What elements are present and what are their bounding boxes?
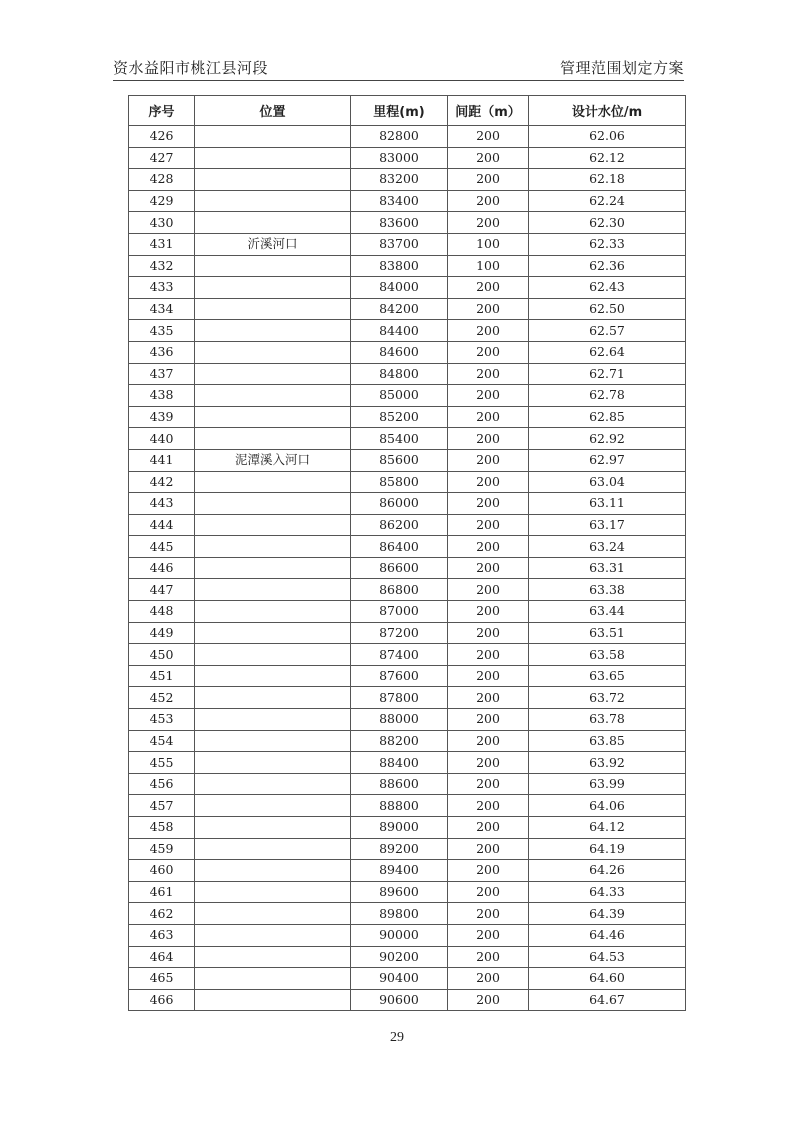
cell-design-water-level: 64.06 <box>529 795 686 817</box>
page-header <box>113 56 684 81</box>
column-header-index: 序号 <box>129 96 195 126</box>
cell-mileage: 84600 <box>351 341 448 363</box>
cell-location <box>195 773 351 795</box>
table-row <box>129 946 686 968</box>
cell-location <box>195 709 351 731</box>
table-row <box>129 687 686 709</box>
cell-index: 438 <box>129 385 195 407</box>
table-row <box>129 752 686 774</box>
cell-spacing: 200 <box>448 320 529 342</box>
cell-location <box>195 277 351 299</box>
cell-spacing: 200 <box>448 730 529 752</box>
cell-spacing: 200 <box>448 341 529 363</box>
cell-location <box>195 126 351 148</box>
page-number: 29 <box>390 1030 404 1045</box>
cell-index: 461 <box>129 881 195 903</box>
cell-mileage: 83000 <box>351 147 448 169</box>
cell-location <box>195 817 351 839</box>
table-row <box>129 622 686 644</box>
cell-location <box>195 385 351 407</box>
cell-location <box>195 557 351 579</box>
cell-location <box>195 320 351 342</box>
cell-spacing: 200 <box>448 514 529 536</box>
cell-location <box>195 190 351 212</box>
cell-location <box>195 363 351 385</box>
cell-index: 450 <box>129 644 195 666</box>
cell-location: 泥潭溪入河口 <box>195 449 351 471</box>
cell-mileage: 83800 <box>351 255 448 277</box>
cell-location <box>195 536 351 558</box>
cell-index: 463 <box>129 924 195 946</box>
cell-spacing: 200 <box>448 989 529 1011</box>
cell-index: 439 <box>129 406 195 428</box>
cell-index: 447 <box>129 579 195 601</box>
cell-location <box>195 903 351 925</box>
cell-spacing: 200 <box>448 968 529 990</box>
cell-design-water-level: 62.18 <box>529 169 686 191</box>
cell-location <box>195 493 351 515</box>
cell-design-water-level: 62.71 <box>529 363 686 385</box>
cell-design-water-level: 63.92 <box>529 752 686 774</box>
cell-mileage: 88800 <box>351 795 448 817</box>
cell-design-water-level: 64.60 <box>529 968 686 990</box>
table-row <box>129 665 686 687</box>
cell-mileage: 84800 <box>351 363 448 385</box>
cell-mileage: 86400 <box>351 536 448 558</box>
table-row <box>129 795 686 817</box>
table-body <box>129 126 686 1011</box>
column-header-spacing: 间距（m） <box>448 96 529 126</box>
cell-spacing: 200 <box>448 428 529 450</box>
table-row <box>129 406 686 428</box>
column-header-mileage: 里程(m) <box>351 96 448 126</box>
cell-spacing: 200 <box>448 385 529 407</box>
cell-spacing: 200 <box>448 557 529 579</box>
cell-spacing: 200 <box>448 277 529 299</box>
cell-mileage: 86800 <box>351 579 448 601</box>
cell-index: 458 <box>129 817 195 839</box>
table-row <box>129 363 686 385</box>
cell-design-water-level: 62.78 <box>529 385 686 407</box>
header-left-title: 资水益阳市桃江县河段 <box>113 59 269 77</box>
cell-spacing: 200 <box>448 773 529 795</box>
cell-index: 431 <box>129 233 195 255</box>
table-row <box>129 341 686 363</box>
cell-index: 459 <box>129 838 195 860</box>
cell-mileage: 89800 <box>351 903 448 925</box>
cell-design-water-level: 62.43 <box>529 277 686 299</box>
cell-index: 465 <box>129 968 195 990</box>
cell-mileage: 84200 <box>351 298 448 320</box>
cell-mileage: 89200 <box>351 838 448 860</box>
table-row <box>129 449 686 471</box>
cell-design-water-level: 63.85 <box>529 730 686 752</box>
cell-mileage: 88200 <box>351 730 448 752</box>
cell-design-water-level: 63.24 <box>529 536 686 558</box>
cell-location <box>195 601 351 623</box>
cell-mileage: 86200 <box>351 514 448 536</box>
cell-index: 466 <box>129 989 195 1011</box>
cell-mileage: 83600 <box>351 212 448 234</box>
cell-mileage: 87400 <box>351 644 448 666</box>
cell-location <box>195 989 351 1011</box>
cell-spacing: 200 <box>448 601 529 623</box>
cell-location <box>195 428 351 450</box>
cell-design-water-level: 62.92 <box>529 428 686 450</box>
table-row <box>129 428 686 450</box>
cell-mileage: 84000 <box>351 277 448 299</box>
table-row <box>129 924 686 946</box>
cell-index: 436 <box>129 341 195 363</box>
table-row <box>129 730 686 752</box>
cell-index: 449 <box>129 622 195 644</box>
cell-mileage: 85200 <box>351 406 448 428</box>
cell-design-water-level: 64.67 <box>529 989 686 1011</box>
table-row <box>129 989 686 1011</box>
cell-spacing: 200 <box>448 190 529 212</box>
cell-location <box>195 212 351 234</box>
cell-design-water-level: 63.99 <box>529 773 686 795</box>
cell-location <box>195 579 351 601</box>
cell-location <box>195 946 351 968</box>
cell-mileage: 85000 <box>351 385 448 407</box>
table-row <box>129 126 686 148</box>
cell-index: 434 <box>129 298 195 320</box>
table-row <box>129 838 686 860</box>
cell-index: 441 <box>129 449 195 471</box>
cell-spacing: 200 <box>448 860 529 882</box>
cell-mileage: 83400 <box>351 190 448 212</box>
table-row <box>129 601 686 623</box>
table-row <box>129 709 686 731</box>
cell-mileage: 89000 <box>351 817 448 839</box>
table-row <box>129 169 686 191</box>
cell-location: 沂溪河口 <box>195 233 351 255</box>
cell-design-water-level: 63.11 <box>529 493 686 515</box>
cell-mileage: 84400 <box>351 320 448 342</box>
cell-design-water-level: 62.24 <box>529 190 686 212</box>
cell-mileage: 88400 <box>351 752 448 774</box>
cell-spacing: 200 <box>448 298 529 320</box>
cell-spacing: 200 <box>448 493 529 515</box>
table-row <box>129 817 686 839</box>
cell-index: 432 <box>129 255 195 277</box>
cell-index: 435 <box>129 320 195 342</box>
table-row <box>129 277 686 299</box>
column-header-design-water-level: 设计水位/m <box>529 96 686 126</box>
cell-index: 440 <box>129 428 195 450</box>
cell-spacing: 200 <box>448 644 529 666</box>
table-row <box>129 644 686 666</box>
cell-design-water-level: 63.51 <box>529 622 686 644</box>
cell-design-water-level: 62.30 <box>529 212 686 234</box>
cell-spacing: 200 <box>448 622 529 644</box>
cell-location <box>195 860 351 882</box>
cell-spacing: 200 <box>448 924 529 946</box>
cell-index: 455 <box>129 752 195 774</box>
cell-design-water-level: 64.39 <box>529 903 686 925</box>
cell-design-water-level: 62.97 <box>529 449 686 471</box>
cell-design-water-level: 64.53 <box>529 946 686 968</box>
cell-location <box>195 644 351 666</box>
cell-index: 426 <box>129 126 195 148</box>
cell-mileage: 87000 <box>351 601 448 623</box>
cell-spacing: 200 <box>448 363 529 385</box>
cell-mileage: 86600 <box>351 557 448 579</box>
cell-design-water-level: 62.06 <box>529 126 686 148</box>
cell-design-water-level: 62.33 <box>529 233 686 255</box>
cell-spacing: 200 <box>448 881 529 903</box>
table-row <box>129 773 686 795</box>
cell-location <box>195 622 351 644</box>
cell-location <box>195 406 351 428</box>
cell-index: 430 <box>129 212 195 234</box>
cell-index: 445 <box>129 536 195 558</box>
cell-index: 448 <box>129 601 195 623</box>
cell-index: 433 <box>129 277 195 299</box>
cell-design-water-level: 64.19 <box>529 838 686 860</box>
table-row <box>129 385 686 407</box>
table-row <box>129 212 686 234</box>
cell-index: 453 <box>129 709 195 731</box>
table-row <box>129 233 686 255</box>
cell-mileage: 87200 <box>351 622 448 644</box>
cell-index: 460 <box>129 860 195 882</box>
cell-design-water-level: 62.12 <box>529 147 686 169</box>
cell-mileage: 87600 <box>351 665 448 687</box>
cell-location <box>195 687 351 709</box>
table-row <box>129 579 686 601</box>
cell-spacing: 200 <box>448 579 529 601</box>
water-level-table <box>128 95 686 1011</box>
cell-index: 428 <box>129 169 195 191</box>
cell-design-water-level: 63.65 <box>529 665 686 687</box>
table-row <box>129 514 686 536</box>
cell-mileage: 88600 <box>351 773 448 795</box>
cell-location <box>195 471 351 493</box>
cell-mileage: 88000 <box>351 709 448 731</box>
cell-design-water-level: 62.85 <box>529 406 686 428</box>
cell-spacing: 200 <box>448 752 529 774</box>
cell-index: 456 <box>129 773 195 795</box>
cell-location <box>195 838 351 860</box>
cell-spacing: 200 <box>448 126 529 148</box>
cell-location <box>195 665 351 687</box>
cell-mileage: 85400 <box>351 428 448 450</box>
cell-spacing: 200 <box>448 795 529 817</box>
cell-design-water-level: 63.72 <box>529 687 686 709</box>
cell-spacing: 200 <box>448 406 529 428</box>
cell-spacing: 200 <box>448 212 529 234</box>
table-row <box>129 320 686 342</box>
cell-design-water-level: 64.46 <box>529 924 686 946</box>
cell-mileage: 90200 <box>351 946 448 968</box>
cell-mileage: 90600 <box>351 989 448 1011</box>
cell-spacing: 200 <box>448 709 529 731</box>
cell-index: 429 <box>129 190 195 212</box>
cell-design-water-level: 64.12 <box>529 817 686 839</box>
cell-mileage: 83200 <box>351 169 448 191</box>
cell-design-water-level: 62.36 <box>529 255 686 277</box>
cell-index: 437 <box>129 363 195 385</box>
cell-location <box>195 255 351 277</box>
cell-mileage: 85800 <box>351 471 448 493</box>
cell-design-water-level: 62.57 <box>529 320 686 342</box>
cell-location <box>195 968 351 990</box>
cell-index: 457 <box>129 795 195 817</box>
cell-mileage: 83700 <box>351 233 448 255</box>
table-row <box>129 860 686 882</box>
cell-spacing: 100 <box>448 233 529 255</box>
cell-design-water-level: 64.33 <box>529 881 686 903</box>
table-row <box>129 968 686 990</box>
cell-mileage: 82800 <box>351 126 448 148</box>
cell-spacing: 200 <box>448 536 529 558</box>
cell-spacing: 200 <box>448 903 529 925</box>
table-row <box>129 298 686 320</box>
table-row <box>129 255 686 277</box>
cell-spacing: 200 <box>448 169 529 191</box>
table-row <box>129 903 686 925</box>
cell-index: 446 <box>129 557 195 579</box>
cell-mileage: 86000 <box>351 493 448 515</box>
cell-location <box>195 169 351 191</box>
cell-index: 443 <box>129 493 195 515</box>
table-row <box>129 881 686 903</box>
cell-mileage: 89600 <box>351 881 448 903</box>
cell-mileage: 90000 <box>351 924 448 946</box>
cell-location <box>195 147 351 169</box>
cell-spacing: 200 <box>448 687 529 709</box>
cell-index: 454 <box>129 730 195 752</box>
header-right-title: 管理范围划定方案 <box>559 59 684 77</box>
cell-spacing: 200 <box>448 471 529 493</box>
cell-design-water-level: 63.44 <box>529 601 686 623</box>
cell-design-water-level: 62.64 <box>529 341 686 363</box>
cell-spacing: 200 <box>448 817 529 839</box>
cell-design-water-level: 62.50 <box>529 298 686 320</box>
cell-mileage: 89400 <box>351 860 448 882</box>
cell-design-water-level: 63.58 <box>529 644 686 666</box>
cell-spacing: 200 <box>448 838 529 860</box>
table-row <box>129 493 686 515</box>
cell-mileage: 85600 <box>351 449 448 471</box>
cell-spacing: 200 <box>448 946 529 968</box>
cell-design-water-level: 63.04 <box>529 471 686 493</box>
cell-index: 452 <box>129 687 195 709</box>
cell-index: 427 <box>129 147 195 169</box>
cell-index: 451 <box>129 665 195 687</box>
cell-location <box>195 795 351 817</box>
cell-design-water-level: 64.26 <box>529 860 686 882</box>
cell-location <box>195 341 351 363</box>
cell-spacing: 100 <box>448 255 529 277</box>
column-header-location: 位置 <box>195 96 351 126</box>
cell-index: 444 <box>129 514 195 536</box>
cell-location <box>195 881 351 903</box>
cell-spacing: 200 <box>448 449 529 471</box>
cell-location <box>195 298 351 320</box>
cell-spacing: 200 <box>448 147 529 169</box>
cell-index: 442 <box>129 471 195 493</box>
table-header-row <box>129 96 686 126</box>
cell-design-water-level: 63.38 <box>529 579 686 601</box>
cell-spacing: 200 <box>448 665 529 687</box>
cell-design-water-level: 63.17 <box>529 514 686 536</box>
table-row <box>129 190 686 212</box>
cell-design-water-level: 63.31 <box>529 557 686 579</box>
cell-mileage: 87800 <box>351 687 448 709</box>
cell-location <box>195 924 351 946</box>
table-row <box>129 536 686 558</box>
cell-location <box>195 730 351 752</box>
table-row <box>129 471 686 493</box>
cell-index: 464 <box>129 946 195 968</box>
cell-location <box>195 514 351 536</box>
table-row <box>129 147 686 169</box>
cell-mileage: 90400 <box>351 968 448 990</box>
cell-index: 462 <box>129 903 195 925</box>
cell-location <box>195 752 351 774</box>
table-row <box>129 557 686 579</box>
cell-design-water-level: 63.78 <box>529 709 686 731</box>
